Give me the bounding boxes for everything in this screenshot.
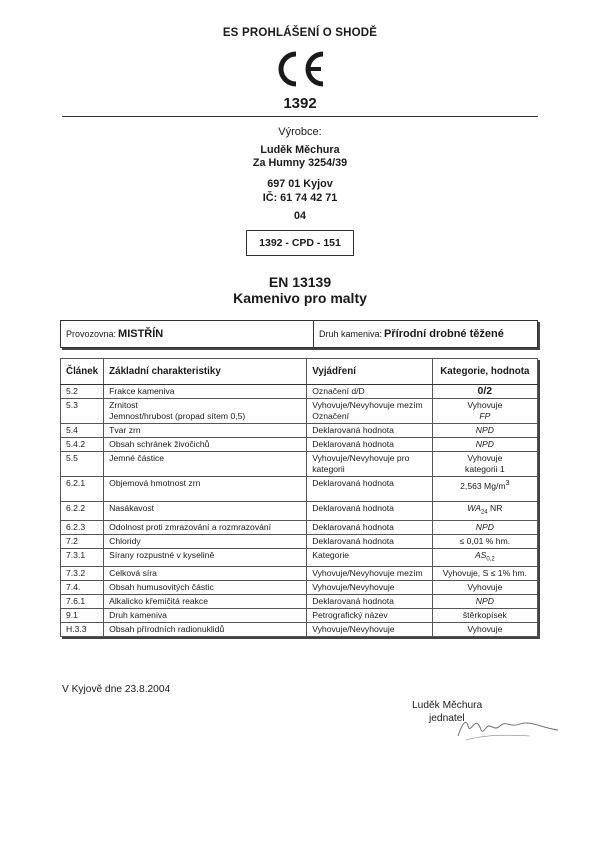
table-row — [61, 520, 538, 534]
row-value: NPD — [432, 438, 537, 452]
row-expression: Vyhovuje/Nevyhovuje — [307, 623, 432, 637]
table-row — [61, 623, 538, 637]
row-value — [432, 399, 537, 424]
table-row — [61, 452, 538, 477]
row-clanek: 5.2 — [61, 385, 104, 399]
table-row — [61, 567, 538, 581]
row-characteristic: Chloridy — [104, 534, 307, 548]
row-value-sup: 3 — [505, 479, 510, 487]
row-value — [432, 477, 537, 502]
table-row — [61, 595, 538, 609]
row-value: Vyhovuje — [432, 581, 537, 595]
aggregate-type-label: Druh kameniva: — [319, 329, 383, 339]
signature-icon — [430, 706, 560, 742]
row-value: Vyhovuje — [432, 623, 537, 637]
row-characteristic: Frakce kameniva — [104, 385, 307, 399]
ce-year: 04 — [293, 210, 306, 222]
row-value-main: AS — [474, 549, 487, 560]
row-clanek: 5.4.2 — [61, 438, 104, 452]
row-expression: Deklarovaná hodnota — [307, 534, 432, 548]
table-row — [61, 438, 538, 452]
row-value-sub: 24 — [480, 509, 488, 516]
table-row — [61, 399, 538, 424]
row-expression: Deklarovaná hodnota — [307, 520, 432, 534]
signer-role: jednatel — [429, 713, 465, 724]
plant-info-box — [60, 320, 538, 348]
row-expression-line2: kategorii — [312, 464, 345, 474]
row-expression: Vyhovuje/Nevyhovuje — [307, 581, 432, 595]
row-expression-line1: Vyhovuje/Nevyhovuje pro — [312, 453, 410, 463]
row-expression: Deklarovaná hodnota — [307, 424, 432, 438]
characteristics-table — [60, 358, 538, 637]
header-clanek: Článek — [61, 359, 104, 385]
row-expression: Vyhovuje/Nevyhovuje mezím — [307, 567, 432, 581]
row-value-line2: FP — [479, 411, 491, 421]
table-row — [61, 502, 538, 521]
row-clanek: 7.2 — [61, 534, 104, 548]
row-value-main: WA — [467, 503, 481, 513]
table-row — [61, 424, 538, 438]
header-charakteristiky: Základní charakteristiky — [104, 359, 307, 385]
row-clanek: 6.2.3 — [61, 520, 104, 534]
row-value: NPD — [432, 520, 537, 534]
standard-name: Kamenivo pro malty — [233, 290, 367, 306]
row-value: 0/2 — [432, 385, 537, 399]
row-value: Vyhovuje, S ≤ 1% hm. — [432, 567, 537, 581]
row-characteristic: Celková síra — [104, 567, 307, 581]
row-clanek: 5.5 — [61, 452, 104, 477]
row-value-sub: 0,2 — [486, 556, 495, 563]
notified-body-number: 1392 — [283, 95, 317, 112]
row-characteristic: Obsah humusovitých částic — [104, 581, 307, 595]
row-value — [432, 452, 537, 477]
plant-cell — [61, 321, 313, 347]
row-value — [432, 548, 537, 567]
row-characteristic-line2: Jemnost/hrubost (propad sítem 0,5) — [109, 411, 246, 421]
row-value-line2: kategorii 1 — [465, 464, 505, 474]
manufacturer-city: 697 01 Kyjov — [267, 178, 333, 190]
row-expression: Deklarovaná hodnota — [307, 502, 432, 521]
header-divider — [62, 116, 538, 117]
plant-label: Provozovna: — [66, 329, 117, 339]
row-value-tail: NR — [487, 503, 503, 513]
table-header-row — [61, 359, 538, 385]
row-value: NPD — [432, 595, 537, 609]
header-vyjadreni: Vyjádření — [307, 359, 432, 385]
row-characteristic: Nasákavost — [104, 502, 307, 521]
row-clanek: H.3.3 — [61, 623, 104, 637]
row-clanek: 6.2.2 — [61, 502, 104, 521]
row-clanek: 7.6.1 — [61, 595, 104, 609]
header-kategorie: Kategorie, hodnota — [432, 359, 537, 385]
row-clanek: 9.1 — [61, 609, 104, 623]
aggregate-type-value: Přírodní drobné těžené — [384, 328, 504, 340]
row-value-main: 2,563 Mg/m — [460, 480, 506, 491]
row-expression: Deklarovaná hodnota — [307, 595, 432, 609]
table-row — [61, 581, 538, 595]
row-characteristic-line1: Zrnitost — [109, 400, 138, 410]
row-expression: Označení d/D — [307, 385, 432, 399]
table-row — [61, 534, 538, 548]
table-row — [61, 609, 538, 623]
row-expression — [307, 452, 432, 477]
row-clanek: 5.4 — [61, 424, 104, 438]
row-expression: Deklarovaná hodnota — [307, 477, 432, 502]
row-clanek: 6.2.1 — [61, 477, 104, 502]
manufacturer-ic: IČ: 61 74 42 71 — [262, 192, 338, 204]
row-expression: Petrografický název — [307, 609, 432, 623]
row-expression-line2: Označení — [312, 411, 350, 421]
row-characteristic: Obsah přírodních radionuklidů — [104, 623, 307, 637]
place-and-date: V Kyjově dne 23.8.2004 — [62, 684, 171, 695]
row-characteristic: Alkalicko křemičitá reakce — [104, 595, 307, 609]
ce-mark-icon — [272, 50, 328, 88]
row-clanek: 5.3 — [61, 399, 104, 424]
table-row — [61, 385, 538, 399]
row-value: štěrkopísek — [432, 609, 537, 623]
row-characteristic: Tvar zrn — [104, 424, 307, 438]
row-expression: Deklarovaná hodnota — [307, 438, 432, 452]
row-value — [432, 502, 537, 521]
row-characteristic: Odolnost proti zmrazování a rozmrazování — [104, 520, 307, 534]
row-characteristic: Obsah schránek živočichů — [104, 438, 307, 452]
row-expression-line1: Vyhovuje/Nevyhovuje mezím — [312, 400, 423, 410]
row-clanek: 7.3.2 — [61, 567, 104, 581]
table-row — [61, 548, 538, 567]
document-title: ES PROHLÁŠENÍ O SHODĚ — [222, 27, 378, 39]
row-value-line1: Vyhovuje — [467, 453, 503, 463]
row-clanek: 7.4. — [61, 581, 104, 595]
aggregate-type-cell — [313, 321, 537, 347]
certificate-number: 1392 - CPD - 151 — [246, 230, 354, 256]
row-characteristic: Druh kameniva — [104, 609, 307, 623]
row-expression: Kategorie — [307, 548, 432, 567]
row-value: NPD — [432, 424, 537, 438]
row-characteristic: Jemné částice — [104, 452, 307, 477]
row-clanek: 7.3.1 — [61, 548, 104, 567]
plant-value: MISTŘÍN — [118, 328, 164, 340]
row-characteristic: Sírany rozpustné v kyselině — [104, 548, 307, 567]
manufacturer-label: Výrobce: — [278, 126, 322, 138]
row-characteristic — [104, 399, 307, 424]
table-row — [61, 477, 538, 502]
manufacturer-name: Luděk Měchura — [260, 144, 340, 156]
signer-name: Luděk Měchura — [412, 700, 483, 711]
row-characteristic: Objemová hmotnost zrn — [104, 477, 307, 502]
row-value-line1: Vyhovuje — [467, 400, 503, 410]
row-value: ≤ 0,01 % hm. — [432, 534, 537, 548]
standard-code: EN 13139 — [268, 274, 332, 290]
manufacturer-street: Za Humny 3254/39 — [252, 157, 348, 169]
row-expression — [307, 399, 432, 424]
